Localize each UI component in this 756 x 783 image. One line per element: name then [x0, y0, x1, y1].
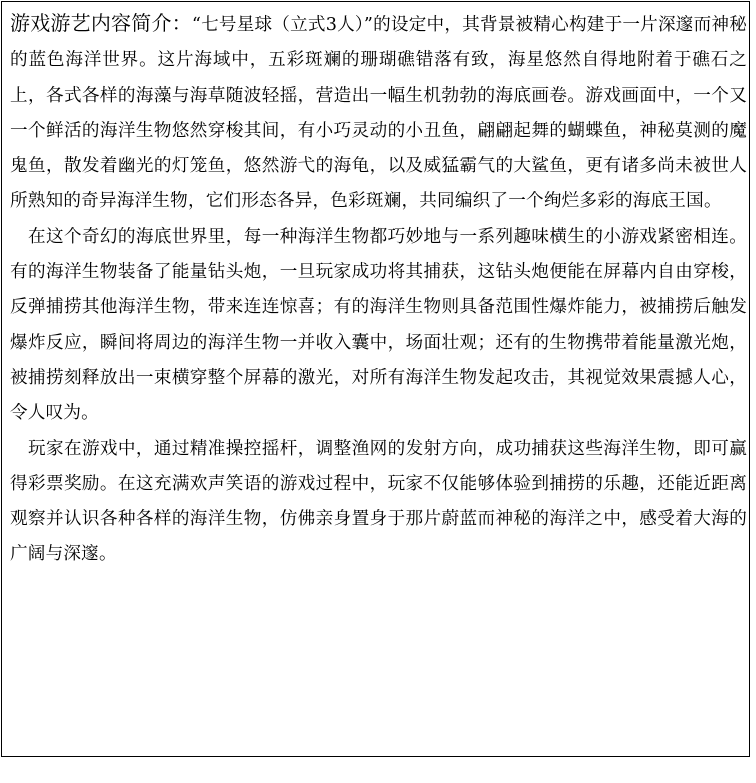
intro-paragraph: [10, 6, 747, 220]
intro-paragraph-text: “七号星球（立式3人）”的设定中，其背景被精心构建于一片深邃而神秘的蓝色海洋世界。这片海域中，五彩斑斓的珊瑚礁错落有致，海星悠然自得地附着于礁石之上，各式各样的海藻与海草随波轻摇，营造出一幅生机勃勃的海底画卷。游戏画面中，一个又一个鲜活的海洋生物悠然穿梭其间，有小巧灵动的小丑鱼，翩翩起舞的蝴蝶鱼，神秘莫测的魔鬼鱼，散发着幽光的灯笼鱼，悠然游弋的海龟，以及威猛霸气的大鲨鱼，更有诸多尚未被世人所熟知的奇异海洋生物，它们形态各异，色彩斑斓，共同编织了一个绚烂多彩的海底王国。: [10, 15, 747, 212]
lead-label: 游戏游艺内容简介：: [10, 11, 192, 35]
gameplay-paragraph: 在这个奇幻的海底世界里，每一种海洋生物都巧妙地与一系列趣味横生的小游戏紧密相连。有的海洋生物装备了能量钻头炮，一旦玩家成功将其捕获，这钻头炮便能在屏幕内自由穿梭，反弹捕捞其他海洋生物，带来连连惊喜；有的海洋生物则具备范围性爆炸能力，被捕捞后触发爆炸反应，瞬间将周边的海洋生物一并收入囊中，场面壮观；还有的生物携带着能量激光炮，被捕捞刻释放出一束横穿整个屏幕的激光，对所有海洋生物发起攻击，其视觉效果震撼人心，令人叹为。: [10, 226, 747, 424]
reward-paragraph: 玩家在游戏中，通过精准操控摇杆，调整渔网的发射方向，成功捕获这些海洋生物，即可赢得彩票奖励。在这充满欢声笑语的游戏过程中，玩家不仅能够体验到捕捞的乐趣，还能近距离观察并认识各种各样的海洋生物，仿佛亲身置身于那片蔚蓝而神秘的海洋之中，感受着大海的广阔与深邃。: [10, 438, 747, 565]
document-frame: [1, 1, 750, 757]
